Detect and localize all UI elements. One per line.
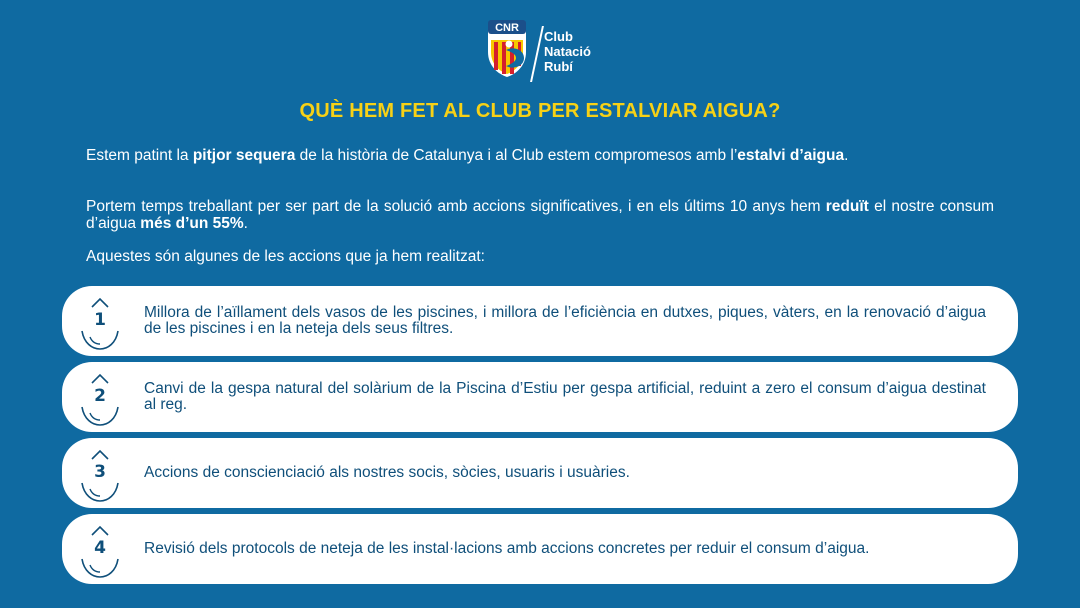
intro-paragraph-2 xyxy=(86,198,994,232)
action-text: Millora de l’aïllament dels vasos de les piscines, i millora de l’eficiència en dutxes, piques, vàters, en la renovació d’aigua de les piscines i en la neteja dels seus filtres. xyxy=(144,304,986,337)
intro-paragraph-3 xyxy=(86,248,994,265)
body-text: Aquestes són algunes de les accions que ja hem realitzat: xyxy=(86,248,485,265)
action-card-3 xyxy=(62,438,1018,508)
action-number: 3 xyxy=(94,462,106,482)
body-text: de la història de Catalunya i al Club estem compromesos amb l’ xyxy=(295,147,738,164)
logo-divider xyxy=(530,26,544,82)
body-text: . xyxy=(243,215,248,232)
emphasis-text: reduït xyxy=(825,198,869,215)
action-card-4 xyxy=(62,514,1018,584)
action-number: 4 xyxy=(94,538,106,558)
intro-paragraph-1 xyxy=(86,147,994,164)
club-name: Club Natació Rubí xyxy=(544,29,591,74)
emphasis-text: pitjor sequera xyxy=(192,147,296,164)
action-number: 1 xyxy=(94,310,106,330)
body-text: el nostre consum d’aigua xyxy=(86,198,994,232)
action-card-2 xyxy=(62,362,1018,432)
body-text: . xyxy=(844,147,849,164)
action-number: 2 xyxy=(94,386,106,406)
action-card-1 xyxy=(62,286,1018,356)
body-text: Estem patint la xyxy=(86,147,193,164)
emphasis-text: estalvi d’aigua xyxy=(737,147,845,164)
emphasis-text: més d’un 55% xyxy=(140,215,244,232)
body-text: Portem temps treballant per ser part de la solució amb accions significatives, i en els últims 10 anys hem xyxy=(86,198,826,215)
action-text: Canvi de la gespa natural del solàrium de la Piscina d’Estiu per gespa artificial, reduint a zero el consum d’aigua destinat al reg. xyxy=(144,380,986,413)
page-title: QUÈ HEM FET AL CLUB PER ESTALVIAR AIGUA? xyxy=(299,100,781,122)
club-logo xyxy=(484,20,604,82)
action-text: Accions de conscienciació als nostres socis, sòcies, usuaris i usuàries. xyxy=(144,464,630,481)
club-shield-icon xyxy=(484,20,530,78)
club-abbr: CNR xyxy=(495,22,519,34)
action-text: Revisió dels protocols de neteja de les instal·lacions amb accions concretes per reduir el consum d’aigua. xyxy=(144,540,870,557)
